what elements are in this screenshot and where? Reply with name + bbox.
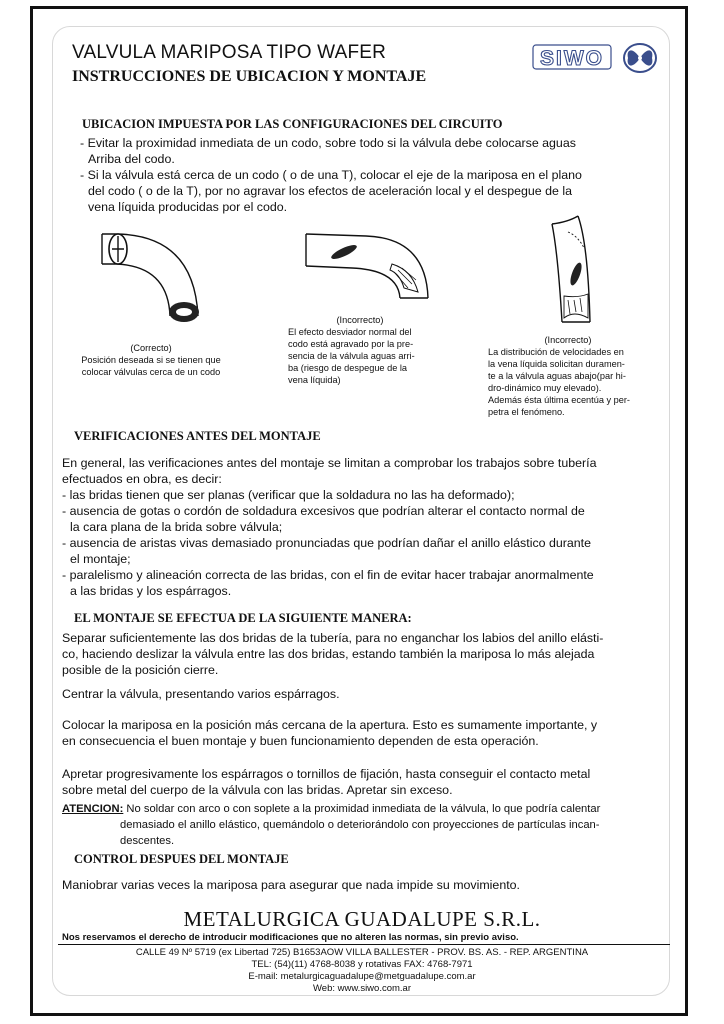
s2-line: - ausencia de aristas vivas demasiado pronunciadas que podrían dañar el anillo elástico durante [62,536,591,550]
s2-line: En general, las verificaciones antes del montaje se limitan a comprobar los trabajos sobre tubería [62,456,597,470]
s1-line: Arriba del codo. [88,152,175,166]
fig3-caption-line: La distribución de velocidades en [488,347,624,357]
s3-p4-line: Apretar progresivamente los espárragos o tornillos de fijación, hasta conseguir el contacto metal [62,767,591,781]
logo-text: SIWO [540,47,604,70]
fig3-caption-line: petra el fenómeno. [488,407,565,417]
s1-line: del codo ( o de la T), por no agravar los efectos de aceleración local y el despegue de la [88,184,572,198]
fig1-caption-line: Posición deseada si se tienen que [81,355,221,365]
fig3-caption-line: Además ésta última ecentúa y per- [488,395,630,405]
s1-line: - Si la válvula está cerca de un codo ( o de una T), colocar el eje de la mariposa en el plano [80,168,582,182]
butterfly-emblem-icon [622,42,658,74]
fig2-caption-line: El efecto desviador normal del [288,327,412,337]
s3-p3-line: en consecuencia el buen montaje y buen funcionamiento dependen de esta operación. [62,734,539,748]
fig2-caption-line: ba (riesgo de despegue de la [288,363,408,373]
s2-line: el montaje; [70,552,131,566]
s2-line: - paralelismo y alineación correcta de las bridas, con el fin de evitar hacer trabajar anormalmente [62,568,594,582]
s2-line: a las bridas y los espárragos. [70,584,232,598]
fig2-status: (Incorrecto) [336,315,384,325]
document-title: VALVULA MARIPOSA TIPO WAFER [72,42,387,63]
s3-p1-line: co, haciendo deslizar la válvula entre las dos bridas, estando también la mariposa lo más alejada [62,647,595,661]
s3-p1-line: posible de la posición cierre. [62,663,219,677]
section-heading-montaje: EL MONTAJE SE EFECTUA DE LA SIGUIENTE MANERA: [74,611,412,625]
elbow-diagram-incorrect-upstream [302,230,442,305]
s2-line: - las bridas tienen que ser planas (verificar que la soldadura no las ha deformado); [62,488,515,502]
atencion-label: ATENCION: [62,803,124,815]
section-heading-verificaciones: VERIFICACIONES ANTES DEL MONTAJE [74,429,321,443]
fig2-caption-line: codo está agravado por la pre- [288,339,414,349]
s2-line: - ausencia de gotas o cordón de soldadura excesivos que podrían alterar el contacto normal de [62,504,585,518]
fig3-caption-line: te a la válvula aguas abajo(par hi- [488,371,626,381]
document-subtitle: INSTRUCCIONES DE UBICACION Y MONTAJE [72,68,427,85]
atencion-line: descentes. [120,835,175,847]
s4-text: Maniobrar varias veces la mariposa para asegurar que nada impide su movimiento. [62,878,520,892]
atencion-line: demasiado el anillo elástico, quemándolo o deteriorándolo con proyecciones de partículas incan- [120,819,600,831]
s3-p2-line: Centrar la válvula, presentando varios espárragos. [62,687,340,701]
fig1-caption-line: colocar válvulas cerca de un codo [81,367,221,377]
s2-line: la cara plana de la brida sobre válvula; [70,520,283,534]
section-heading-ubicacion: UBICACION IMPUESTA POR LAS CONFIGURACIONES DEL CIRCUITO [82,117,503,131]
fig2-caption-line: vena líquida) [288,375,341,385]
s3-p1-line: Separar suficientemente las dos bridas de la tubería, para no enganchar los labios del anillo elásti- [62,631,604,645]
s3-p3-line: Colocar la mariposa en la posición más cercana de la apertura. Esto es sumamente importante, y [62,718,598,732]
footer-phone: TEL: (54)(11) 4768-8038 y rotativas FAX: 4768-7971 [251,959,473,970]
fig1-status: (Correcto) [130,343,172,353]
fig3-caption-line: dro-dinámico muy elevado). [488,383,602,393]
s1-line: - Evitar la proximidad inmediata de un codo, sobre todo si la válvula debe colocarse aguas [80,136,576,150]
fig2-caption-line: sencia de la válvula aguas arri- [288,351,415,361]
fig3-caption-line: la vena líquida solicitan duramen- [488,359,625,369]
footer-divider [58,944,670,945]
fig3-status: (Incorrecto) [544,335,592,345]
atencion-text: No soldar con arco o con soplete a la proximidad inmediata de la válvula, lo que podría calentar [123,803,601,815]
s3-p4-line: sobre metal del cuerpo de la válvula con las bridas. Apretar sin exceso. [62,783,453,797]
elbow-diagram-incorrect-downstream [548,214,600,326]
elbow-diagram-correct [98,226,218,336]
section-heading-control: CONTROL DESPUES DEL MONTAJE [74,852,289,866]
siwo-logo [532,42,612,72]
company-name: METALURGICA GUADALUPE S.R.L. [183,907,541,931]
s1-line: vena líquida producidas por el codo. [88,200,288,214]
footer-web: Web: www.siwo.com.ar [312,983,411,994]
s2-line: efectuados en obra, es decir: [62,472,222,486]
footer-email: E-mail: metalurgicaguadalupe@metguadalupe.com.ar [248,971,476,982]
footer-address: CALLE 49 Nº 5719 (ex Libertad 725) B1653AOW VILLA BALLESTER - PROV. BS. AS. - REP. ARGENTINA [135,947,589,958]
atencion-line [62,802,600,816]
reservation-notice: Nos reservamos el derecho de introducir modificaciones que no alteren las normas, sin previo aviso. [62,932,519,943]
